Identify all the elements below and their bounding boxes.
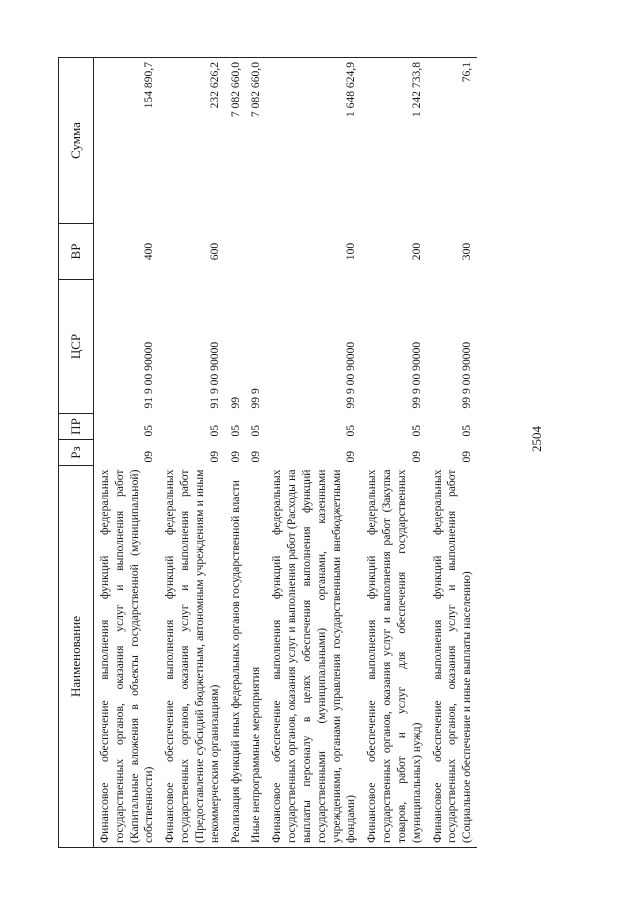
row-name: Финансовое обеспечение выполнения функций федеральных государственных органов, оказания услуг и выполнения работ (Капитальные вложения в объекты государственной (муниципальной) собственности) xyxy=(94,466,160,848)
row-rz: 09 xyxy=(228,450,242,463)
header-vr: ВР xyxy=(59,224,94,280)
row-pr: 05 xyxy=(409,424,423,437)
row-rz: 09 xyxy=(409,450,423,463)
row-rz: 09 xyxy=(142,450,156,463)
budget-table-container xyxy=(58,58,588,848)
budget-table xyxy=(58,57,477,848)
header-sum: Сумма xyxy=(59,58,94,224)
row-pr: 05 xyxy=(249,424,263,437)
row-sum: 1 242 733,8 xyxy=(361,58,426,224)
row-rz: 09 xyxy=(249,450,263,463)
table-row xyxy=(361,58,426,848)
row-pr: 05 xyxy=(207,424,221,437)
row-sum: 76,1 xyxy=(427,58,477,224)
row-csr: 91 9 00 90000 xyxy=(142,341,156,409)
header-pr: ПР xyxy=(59,414,94,440)
header-rz: Рз xyxy=(59,440,94,466)
row-csr: 99 9 00 90000 xyxy=(344,341,358,409)
row-rz: 09 xyxy=(460,450,474,463)
row-name: Финансовое обеспечение выполнения функций федеральных государственных органов, оказания услуг и выполнения работ (Социальное обеспечение и иные выплаты населению) xyxy=(427,466,477,848)
row-pr: 05 xyxy=(460,424,474,437)
row-sum: 7 082 660,0 xyxy=(225,58,246,224)
row-sum: 232 626,2 xyxy=(159,58,224,224)
row-csr: 99 9 00 90000 xyxy=(409,341,423,409)
row-vr: 300 xyxy=(460,242,474,261)
table-row xyxy=(225,58,246,848)
page-number: 2504 xyxy=(529,426,544,452)
row-csr: 91 9 00 90000 xyxy=(207,341,221,409)
row-vr xyxy=(245,224,266,280)
row-pr: 05 xyxy=(344,424,358,437)
row-sum: 1 648 624,9 xyxy=(266,58,361,224)
row-csr: 99 9 00 90000 xyxy=(460,341,474,409)
row-rz: 09 xyxy=(344,450,358,463)
table-row xyxy=(94,58,160,848)
row-name: Финансовое обеспечение выполнения функций федеральных государственных органов, оказания услуг и выполнения работ (Предоставление субсидий бюджетным, автономным учреждениям и иным некоммерческим организациям) xyxy=(159,466,224,848)
row-sum: 154 890,7 xyxy=(94,58,160,224)
table-row xyxy=(245,58,266,848)
table-header-row xyxy=(59,58,94,848)
row-vr: 100 xyxy=(344,242,358,261)
row-csr: 99 xyxy=(228,396,242,409)
row-pr: 05 xyxy=(142,424,156,437)
row-name: Финансовое обеспечение выполнения функций федеральных государственных органов, оказания услуг и выполнения работ (Расходы на выплаты персоналу в целях обеспечения выполнения функций государственными (муниципальными) органами, казенными учреждениями, органами управления государственными внебюджетными фондами) xyxy=(266,466,361,848)
header-csr: ЦСР xyxy=(59,280,94,414)
table-row xyxy=(159,58,224,848)
table-row xyxy=(427,58,477,848)
row-pr: 05 xyxy=(228,424,242,437)
row-vr: 400 xyxy=(142,242,156,261)
row-name: Финансовое обеспечение выполнения функций федеральных государственных органов, оказания услуг и выполнения работ (Закупка товаров, работ и услуг для обеспечения государственных (муниципальных) нужд) xyxy=(361,466,426,848)
header-name: Наименование xyxy=(59,466,94,848)
row-vr xyxy=(225,224,246,280)
row-csr: 99 9 xyxy=(249,388,263,409)
row-name: Иные непрограммные мероприятия xyxy=(245,466,266,848)
row-sum: 7 082 660,0 xyxy=(245,58,266,224)
row-rz: 09 xyxy=(207,450,221,463)
row-name: Реализация функций иных федеральных органов государственной власти xyxy=(225,466,246,848)
row-vr: 200 xyxy=(409,242,423,261)
row-vr: 600 xyxy=(207,242,221,261)
table-row xyxy=(266,58,361,848)
